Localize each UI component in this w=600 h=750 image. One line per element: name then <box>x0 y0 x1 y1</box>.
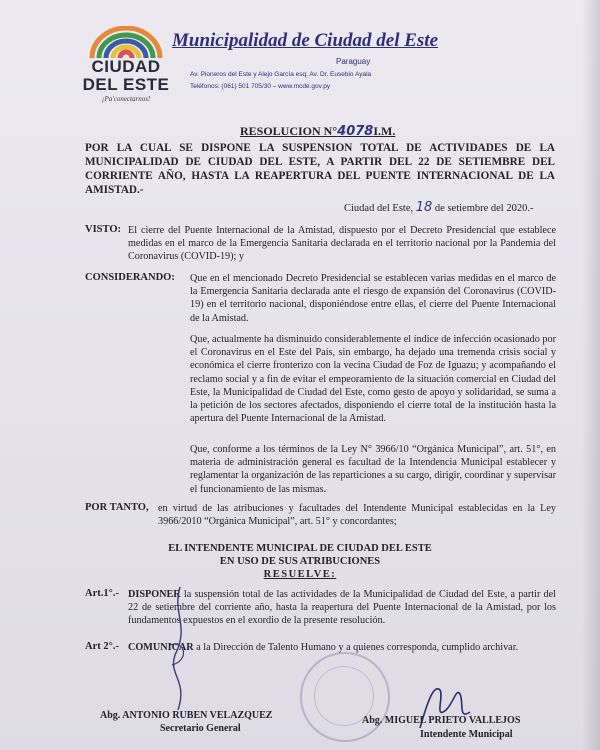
municipality-title: Municipalidad de Ciudad del Este <box>172 30 439 51</box>
resolution-title-suffix: I.M. <box>373 124 396 138</box>
article-2-verb: COMUNICAR <box>128 642 194 653</box>
portanto-text: en virtud de las atribuciones y facultades del Intendente Municipal establecidas en la Ley 3966/2010 “Orgánica Municipal”, art. 51° y concordantes; <box>158 503 556 528</box>
official-stamp <box>300 652 390 742</box>
resuelve-label: RESUELVE: <box>263 569 337 580</box>
phone-line: Teléfonos: (061) 501 705/30 – www.mcde.gov.py <box>190 83 331 90</box>
article-1-label: Art.1°.- <box>85 588 119 599</box>
article-1-body: la suspensión total de las actividades de la Municipalidad de Ciudad del Este, a partir del 22 de setiembre del corriente año, hasta la reapertura del Puente Internacional de la Amistad, por los fundamentos expuestos en el exordio de la presente resolución. <box>128 589 556 627</box>
signer-left-name: Abg. ANTONIO RUBEN VELAZQUEZ <box>100 710 273 721</box>
authority-line1: EL INTENDENTE MUNICIPAL DE CIUDAD DEL ESTE <box>168 543 432 554</box>
date-prefix: Ciudad del Este, <box>344 203 414 214</box>
authority-line2: EN USO DE SUS ATRIBUCIONES <box>219 556 381 567</box>
logo-text-line1: CIUDAD <box>91 57 161 76</box>
signature-right-icon <box>410 680 490 735</box>
country-label: Paraguay <box>336 57 371 66</box>
date-line <box>344 200 533 215</box>
resolution-subject: POR LA CUAL SE DISPONE LA SUSPENSION TOTAL DE ACTIVIDADES DE LA MUNICIPALIDAD DE CIUDAD DEL ESTE, A PARTIR DEL 22 DE SETIEMBRE DEL CORRIENTE AÑO, HASTA LA REAPERTURA DEL PUENTE INTERNACIONAL DE LA AMISTAD.- <box>85 142 555 196</box>
considerando-paragraph-2: Que, actualmente ha disminuido considerablemente el índice de infección ocasionado por el Coronavirus en el Este del País, sin embargo, ha dejado una tremenda crisis social y económica el cierre fronterizo con la vecina Ciudad de Foz de Iguazu; y acompañando el reclamo social y a fin de evitar el empeoramiento de la situación comercial en Ciudad del Este, la Municipalidad de Ciudad del Este, como gesto de apoyo y solidaridad, se suma a la petición de los sectores afectados, disponiendo el cierre total de la institución hasta la apertura del Puente Internacional de la Amistad. <box>190 334 556 425</box>
address-line: Av. Pioneros del Este y Alejo García esq. Av. Dr. Eusebio Ayala <box>190 71 372 78</box>
resolution-number-handwritten: 4078 <box>337 124 374 139</box>
signer-right-name: Abg. MIGUEL PRIETO VALLEJOS <box>362 715 521 726</box>
municipality-logo <box>74 26 178 106</box>
resuelve-heading <box>120 568 480 581</box>
logo-tagline: ¡Pa'conectarnos! <box>101 95 151 103</box>
considerando-label: CONSIDERANDO: <box>85 272 175 283</box>
considerando-paragraph-3: Que, conforme a los términos de la Ley N° 3966/10 “Orgánica Municipal”, art. 51°, en materia de administración general es facultad de la Intendencia Municipal establecer y reglamentar la organización de las reparticiones a su cargo, dirigir, coordinar y supervisar el funcionamiento de las mismas. <box>190 444 556 495</box>
article-1-verb: DISPONER <box>128 589 181 600</box>
resolution-title <box>240 124 395 139</box>
signer-right-role: Intendente Municipal <box>420 729 513 740</box>
visto-text: El cierre del Puente Internacional de la Amistad, dispuesto por el Decreto Presidencial que establece medidas en el marco de la Emergencia Sanitaria declarada en el territorio nacional por la Pandemia del Coronavirus (COVID-19); y <box>128 225 556 263</box>
article-2-body: a la Dirección de Talento Humano y a quienes corresponda, cumplido archivar. <box>196 642 519 653</box>
resolution-title-prefix: RESOLUCION N° <box>240 124 338 138</box>
visto-label: VISTO: <box>85 224 121 235</box>
considerando-paragraph-1: Que en el mencionado Decreto Presidencial se establecen varias medidas en el marco de la Emergencia Sanitaria declarada ante el riesgo de expansión del Coronavirus (COVID-19) en el territorio nacional, disponiéndose entre ellas, el cierre del Puente Internacional de la Amistad. <box>190 273 556 324</box>
article-2-label: Art 2°.- <box>85 641 119 652</box>
date-suffix: de setiembre del 2020.- <box>434 203 534 214</box>
signer-left-role: Secretario General <box>160 723 241 734</box>
date-day-handwritten: 18 <box>415 200 433 215</box>
portanto-label: POR TANTO, <box>85 502 149 513</box>
logo-text-line2: DEL ESTE <box>82 75 170 94</box>
article-1-text <box>128 588 556 628</box>
page-shadow <box>582 0 600 750</box>
logo-arcs-icon <box>74 26 178 60</box>
